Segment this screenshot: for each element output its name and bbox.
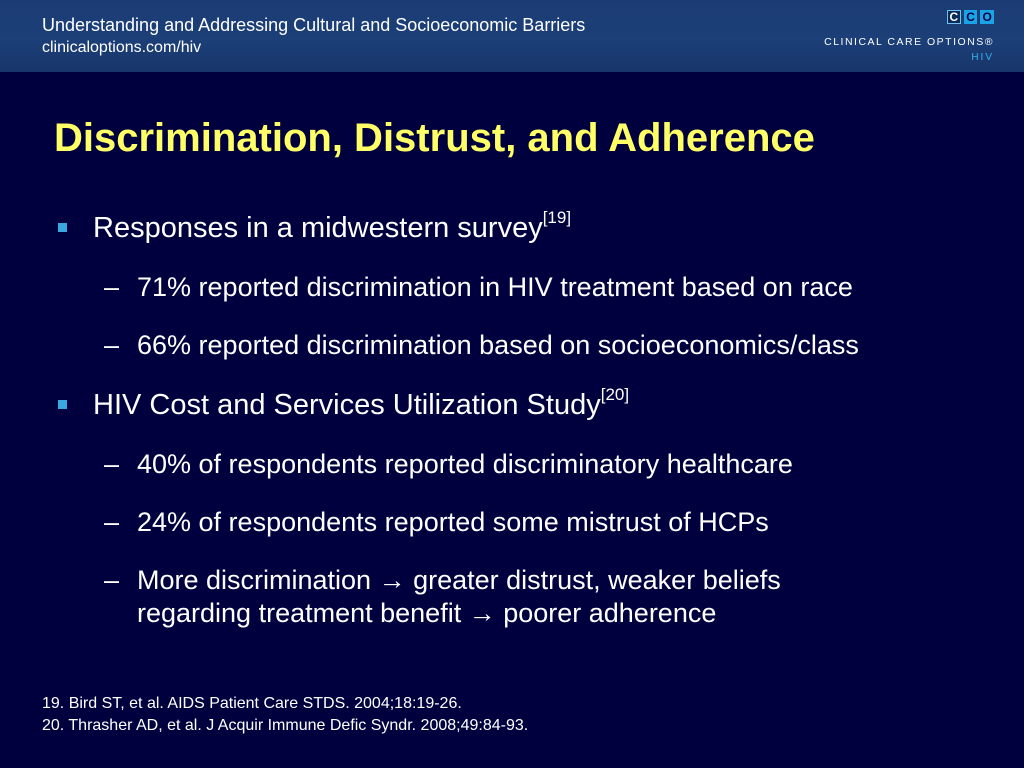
dash-bullet-icon: –	[104, 330, 120, 360]
reference-20: 20. Thrasher AD, et al. J Acquir Immune Defic Syndr. 2008;49:84-93.	[42, 717, 529, 734]
square-bullet-icon	[58, 400, 67, 409]
dash-bullet-icon: –	[104, 507, 120, 537]
header-bar	[0, 0, 1024, 72]
cco-logo	[824, 8, 994, 64]
dash-bullet-icon: –	[104, 565, 120, 595]
header-title: Understanding and Addressing Cultural and Socioeconomic Barriers	[42, 15, 586, 35]
header-url[interactable]: clinicaloptions.com/hiv	[42, 39, 202, 56]
references	[42, 693, 528, 737]
sub-bullet-text: More discrimination → greater distrust, weaker beliefs	[137, 565, 781, 595]
bullet-text: HIV Cost and Services Utilization Study[20]	[93, 385, 630, 421]
square-bullet-icon	[58, 223, 67, 232]
sub-bullet-text: 24% of respondents reported some mistrust of HCPs	[137, 507, 769, 537]
sub-bullet-text: 71% reported discrimination in HIV treatment based on race	[137, 272, 853, 302]
logo-mark-icon	[944, 10, 994, 26]
reference-marker: [20]	[600, 385, 630, 404]
dash-bullet-icon: –	[104, 272, 120, 302]
logo-name: CLINICAL CARE OPTIONS®	[824, 36, 994, 48]
logo-letter-c2: C	[964, 10, 978, 24]
reference-19: 19. Bird ST, et al. AIDS Patient Care STDS. 2004;18:19-26.	[42, 695, 462, 712]
logo-sub: HIV	[971, 52, 994, 63]
dash-bullet-icon: –	[104, 449, 120, 479]
bullet-text: Responses in a midwestern survey[19]	[93, 208, 572, 244]
sub-bullet-text: regarding treatment benefit → poorer adherence	[137, 598, 717, 628]
logo-letter-c1: C	[947, 10, 961, 24]
reference-marker: [19]	[542, 208, 572, 227]
logo-letter-o: O	[980, 10, 994, 24]
sub-bullet-text: 66% reported discrimination based on socioeconomics/class	[137, 330, 859, 360]
sub-bullet-text: 40% of respondents reported discriminatory healthcare	[137, 449, 793, 479]
slide-title: Discrimination, Distrust, and Adherence	[54, 116, 815, 160]
